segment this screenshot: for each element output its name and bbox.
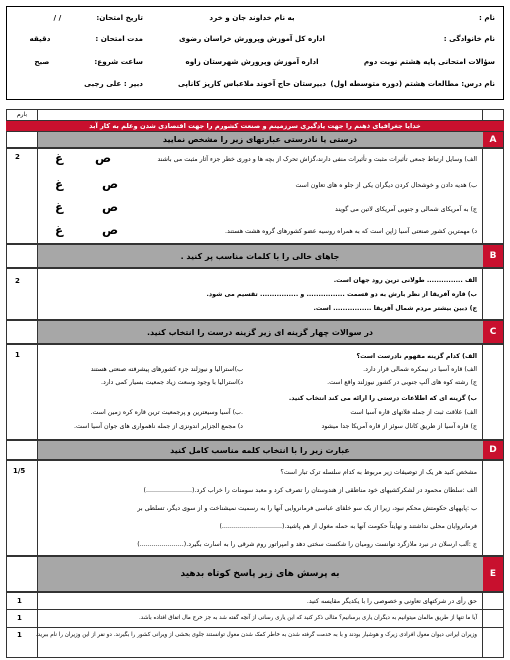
section-e-row2-score: 1 [17,614,22,622]
section-c-q1-option-d[interactable]: د)استرالیا با وجود وسعت زیاد جمعیت بسیار کمی دارد. [100,379,243,386]
section-b-score-cell [7,245,38,267]
true-option-q3[interactable]: ص [102,200,119,214]
section-d-bar [6,440,504,460]
section-b-body [6,268,504,320]
section-e-label: E [483,557,503,591]
start-time-label: ساعت شروع: [94,57,143,66]
section-b-title: جاهای خالی را با کلمات مناسب پر کنید . [180,251,340,261]
exam-date [15,13,143,22]
section-c-q2-option-d[interactable]: د) مجمع الجزایر اندونزی از جمله ناهمواری های جوان آسیا است. [73,423,243,430]
section-b-bar [6,244,504,268]
duration-label: مدت امتحان : [95,34,143,43]
section-a-q3: ج) به آمریکای شمالی و جنوبی آمریکای لاتین می گویند [335,206,477,213]
section-d-line1: مشخص کنید هر یک از توصیفات زیر مربوط به کدام سلسله ترک تبار است؟ [280,469,477,476]
section-e-row3-text: وزیران ایرانی دیوان مغول افرادی زیرک و هوشیار بودند و با به خدمت گرفته شدن به خاطر کمک شدن مغول توانستند جلوی بخشی از ویرانی کشور را بگیرند. دو نفر از این وزیران را نام ببرید. [35,632,477,638]
section-b-line1: الف ............... طولانی ترین رود جهان است. [333,277,477,284]
section-c-body [6,344,504,440]
section-d-title: عبارت زیر را با انتخاب کلمه مناسب کامل کنید [170,445,350,455]
true-option-q4[interactable]: ص [102,223,119,237]
section-a-score-cell [7,132,38,147]
section-b-label: B [483,245,503,267]
section-a-title: درستی یا نادرستی عبارتهای زیر را مشخص نمایید [162,135,358,144]
section-c-q1-option-c[interactable]: ج) رشته کوه های آلپ جنوبی در کشور نیوزلند واقع است. [327,379,477,386]
start-time [15,57,143,66]
section-c-bar [6,320,504,344]
section-e-row1-text: حق رأی در شرکتهای تعاونی و خصوصی را با یکدیگر مقایسه کنید. [306,598,477,605]
false-option-q4[interactable]: غ [55,223,64,237]
dept-line2: اداره آموزش وپرورش شهرستان زاوه [185,57,319,66]
bismillah: به نام خداوند جان و خرد [209,13,295,22]
section-e-row2-text: آیا ما تنها از طریق مالمان میتوانیم به دیگران یاری برسانیم؟ مثالی ذکر کنید که این یاری رسانی از آنچه گفته شد به جز خرج مال اتفاق افتاده باشد. [139,615,477,621]
section-e-row3-score: 1 [17,631,22,639]
section-d-line2: الف :سلطان محمود در لشکرکشیهای خود مناطقی از هندوستان را تصرف کرد و معبد سومنات را خراب کرد.(.......................) [143,487,477,494]
section-b-score: 2 [15,277,20,285]
section-b-line3: ج) دبین بیشتر مردم شمال آفریقا ................ است. [313,305,477,312]
section-a-q2: ب) هدیه دادن و خوشحال کردن دیگران یکی از جلو ه های تعاون است [295,182,477,189]
course-label: نام درس: مطالعات هشتم (دوره متوسطه اول) [330,79,495,88]
section-c-q2-stem: ب) گزینه ای که اطلاعات درستی را ارائه می کند انتخاب کنید. [288,395,477,402]
section-d-line3: ب :پایههای حکومتش محکم نبود، زیرا از یک سو خلفای عباسی فرمانروایی آنها را به رسمیت نمیشناخت و از سوی دیگر، تسلطی بر [137,505,477,512]
true-option-q2[interactable]: ص [102,177,119,191]
school-name: دبیرستان حاج آخوند ملاعباس کاریز کاناپی [177,79,326,88]
row-divider [7,609,503,610]
section-c-score-cell [7,321,38,343]
teacher-label: دبیر : علی رجبی [84,79,143,88]
label-col-divider [482,593,483,657]
start-time-value: صبح [34,57,50,66]
label-col-divider [482,345,483,439]
label-header-cell [482,110,503,120]
section-a-score: 2 [15,153,20,161]
label-col-divider [482,149,483,243]
section-c-score: 1 [15,351,20,359]
section-e-row1-score: 1 [17,597,22,605]
section-e-body [6,592,504,658]
student-family-label: نام خانوادگی : [443,34,495,43]
section-c-q2-option-a[interactable]: الف) علاقت ثبت از جمله فلاتهای قاره آسیا است [350,409,477,416]
section-a-body [6,148,504,244]
dept-line1: اداره کل آموزش وپرورش خراسان رضوی [179,34,325,43]
exam-duration [15,34,143,43]
false-option-q1[interactable]: غ [55,151,64,165]
section-d-score: 1/5 [13,467,26,475]
section-d-line5: ج :آلب ارسلان در نبرد ملازگرد توانست رومیان را شکست سختی دهد و امپراتور روم شرقی را به اسارت بگیرد.(......................) [137,541,477,548]
score-col-divider [37,149,38,243]
false-option-q3[interactable]: غ [55,200,64,214]
student-name-label: نام : [478,13,495,22]
label-col-divider [482,269,483,319]
section-b-line2: ب) قاره آفریقا از نظر بارش به دو قسمت ................ و ................ تقسیم می شود. [206,291,477,298]
score-col-divider [37,345,38,439]
section-c-q2-option-c[interactable]: ج) قاره آسیا از طریق کانال سوئز از قاره آمریکا جدا میشود [321,423,477,430]
section-d-label: D [483,441,503,459]
section-d-body [6,460,504,556]
label-col-divider [482,461,483,555]
exam-date-label: تاریخ امتحان: [96,13,143,22]
score-col-divider [37,269,38,319]
exam-date-value: / / [53,13,62,22]
exam-questions-label: سؤالات امتحانی پایه هشتم نوبت دوم [363,57,495,66]
score-header: بارم [7,110,38,120]
duration-unit: دقیقه [29,34,51,43]
exam-header [6,6,504,100]
score-col-divider [37,593,38,657]
section-e-bar [6,556,504,592]
section-d-line4: فرمانروایان محلی نداشتند و نهایتاً حکومت آنها به حمله مغول از هم پاشید.(..............................) [219,523,477,530]
false-option-q2[interactable]: غ [55,177,64,191]
section-c-label: C [483,321,503,343]
true-option-q1[interactable]: ص [95,151,112,165]
section-c-q1-stem: الف) کدام گزینه مفهوم نادرست است؟ [356,353,477,360]
section-c-q2-option-b[interactable]: .ب) آسیا وسیعترین و پرجمعیت ترین قاره کره زمین است. [90,409,243,416]
section-c-title: در سوالات چهار گزینه ای زیر گزینه درست را انتخاب کنید. [146,327,374,337]
section-a-q1: الف) وسایل ارتباط جمعی تأثیرات مثبت و تأثیرات منفی دارند،گزاش تحرک از بچه ها و دوری خطر جزء آثار مثبت می باشند [157,156,477,163]
section-a-bar [6,131,504,148]
score-header-row [6,109,504,121]
section-e-score-cell [7,557,38,591]
section-e-title: به پرسش های زیر پاسخ کوتاه بدهید [180,569,340,579]
section-a-q4: د) مهمترین کشور صنعتی آسیا ژاپن است که به همراه روسیه عضو کشورهای گروه هشت هستند. [225,228,477,235]
section-c-q1-option-a[interactable]: الف) قاره آسیا در نیمکره شمالی قرار دارد. [363,366,477,373]
score-col-divider [37,461,38,555]
motto-banner: خدایا جغرافیای ذهنم را جهت یادگیری سرزمینم و صنعت کشورم را جهت اقتصادی شدن وعلم به کار آبد [6,121,504,131]
row-divider [7,627,503,628]
section-d-score-cell [7,441,38,459]
section-a-label: A [483,132,503,147]
section-c-q1-option-b[interactable]: ب)استرالیا و نیوزلند جزء کشورهای پیشرفته صنعتی هستند [90,366,243,373]
